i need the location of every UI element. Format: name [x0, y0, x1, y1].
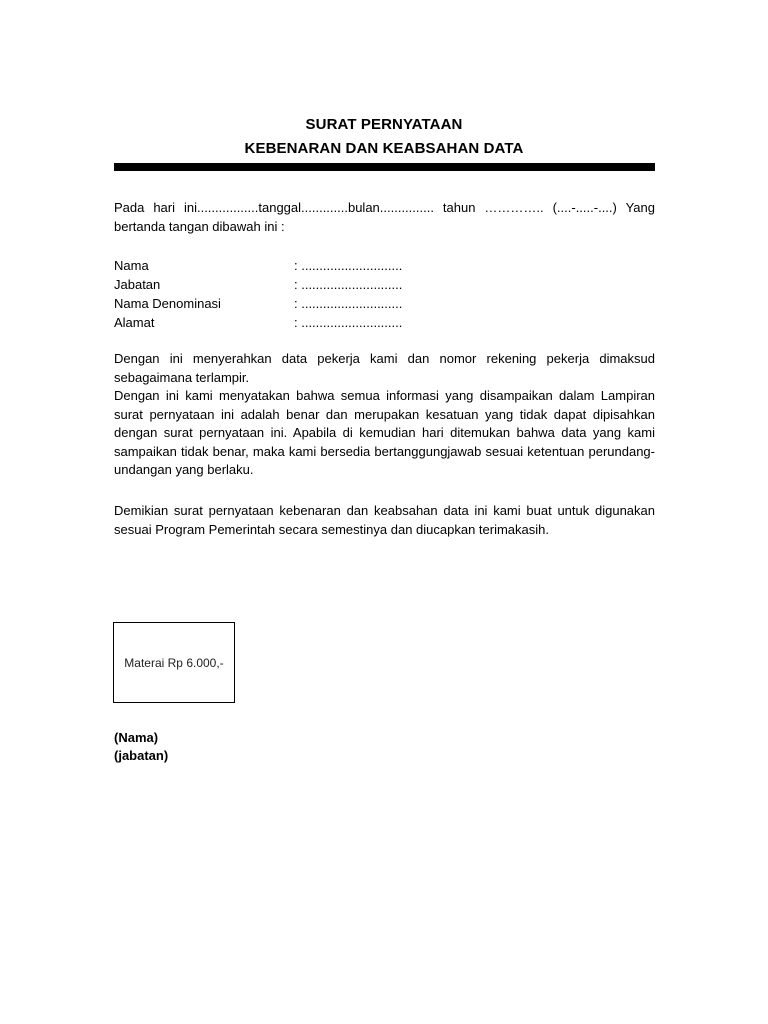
signatory-title: (jabatan) — [114, 748, 169, 763]
signatory-name: (Nama) — [114, 730, 159, 745]
stamp-box — [113, 622, 235, 703]
document-title-line1: SURAT PERNYATAAN — [305, 116, 463, 133]
field-value: : ............................ — [294, 277, 403, 292]
intro-paragraph: Pada hari ini.................tanggal.............bulan............... tahun ………….. (....-.....-....) Yang bertanda tangan dibawah ini : — [114, 200, 655, 234]
stamp-label: Materai Rp 6.000,- — [124, 655, 224, 670]
field-label: Jabatan — [114, 277, 161, 292]
body-paragraph — [114, 350, 655, 480]
body-line-submission: Dengan ini menyerahkan data pekerja kami dan nomor rekening pekerja dimaksud sebagaimana terlampir. — [114, 351, 655, 385]
field-label: Nama Denominasi — [114, 296, 221, 311]
document-title-line2: KEBENARAN DAN KEABSAHAN DATA — [244, 140, 524, 157]
field-value: : ............................ — [294, 315, 403, 330]
field-label: Alamat — [114, 315, 155, 330]
title-divider — [114, 163, 655, 171]
field-label: Nama — [114, 258, 149, 273]
field-value: : ............................ — [294, 258, 403, 273]
field-value: : ............................ — [294, 296, 403, 311]
closing-paragraph: Demikian surat pernyataan kebenaran dan keabsahan data ini kami buat untuk digunakan sesuai Program Pemerintah secara semestinya dan diucapkan terimakasih. — [114, 503, 655, 537]
body-line-statement: Dengan ini kami menyatakan bahwa semua informasi yang disampaikan dalam Lampiran surat pernyataan ini adalah benar dan merupakan kesatuan yang tidak dapat dipisahkan dengan surat pernyataan ini. Apabila di kemudian hari ditemukan bahwa data yang kami sampaikan tidak benar, maka kami bersedia bertanggungjawab sesuai ketentuan perundang-undangan yang berlaku. — [114, 388, 655, 477]
